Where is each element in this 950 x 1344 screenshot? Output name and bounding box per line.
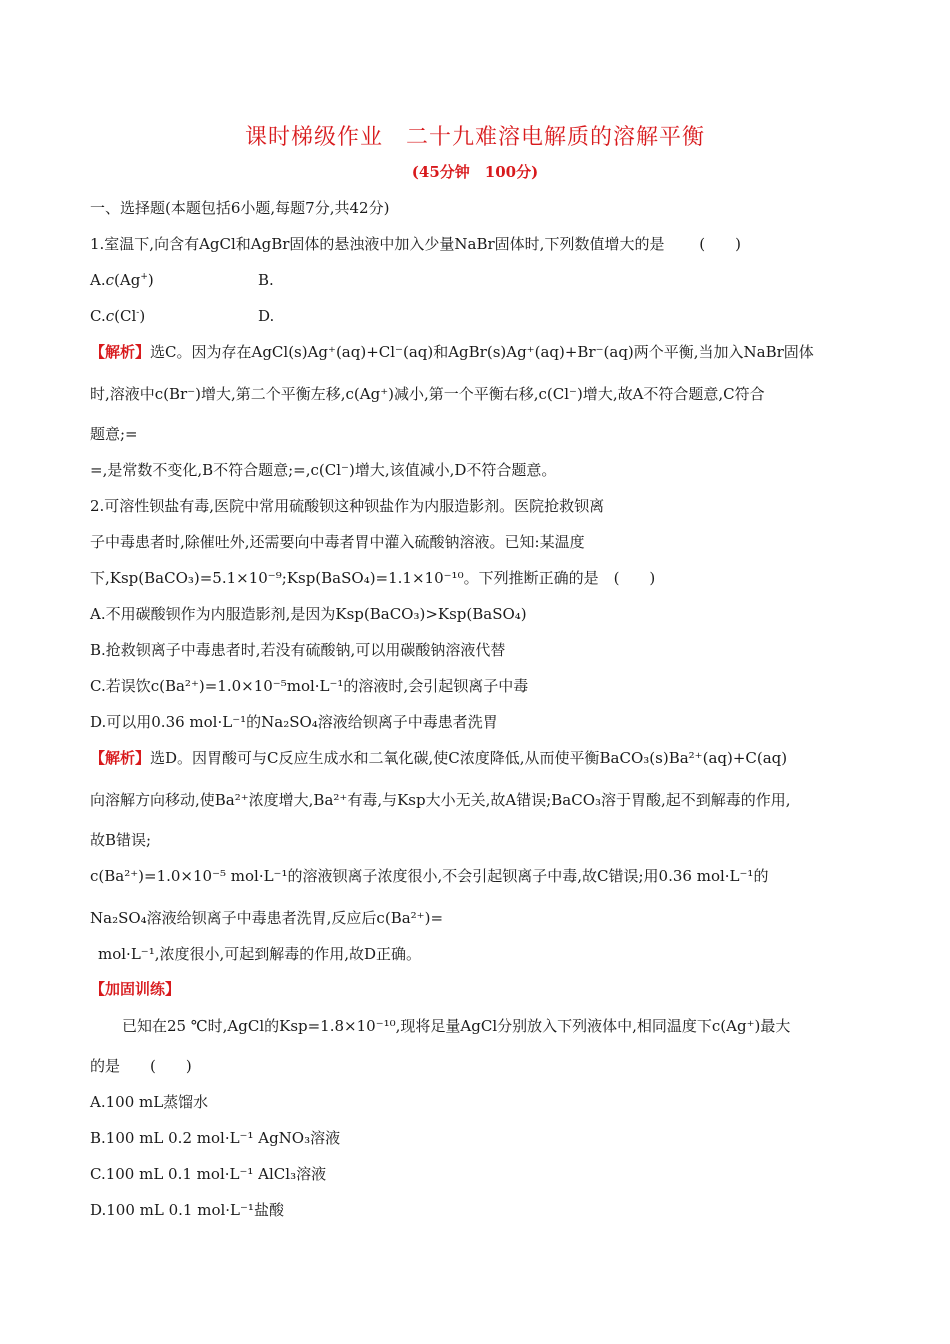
- question-2-line-3: 下,Ksp(BaCO₃)=5.1×10⁻⁹;Ksp(BaSO₄)=1.1×10⁻¹⁰。下列推断正确的是 ( ): [90, 569, 656, 587]
- analysis-2-line-3: 故B错误;: [90, 831, 152, 849]
- q1-option-b: B.: [258, 271, 274, 289]
- analysis-2-line-4: c(Ba²⁺)=1.0×10⁻⁵ mol·L⁻¹的溶液钡离子浓度很小,不会引起钡离子中毒,故C错误;用0.36 mol·L⁻¹的: [90, 867, 769, 885]
- analysis-1-line-4: =,是常数不变化,B不符合题意;=,c(Cl⁻)增大,该值减小,D不符合题意。: [90, 461, 557, 479]
- extra-question-line-2: 的是 ( ): [90, 1057, 192, 1075]
- page-subtitle: (45分钟 100分): [411, 163, 539, 181]
- analysis-2-line-2: 向溶解方向移动,使Ba²⁺浓度增大,Ba²⁺有毒,与Ksp大小无关,故A错误;BaCO₃溶于胃酸,起不到解毒的作用,: [90, 791, 791, 809]
- extra-option-a: A.100 mL蒸馏水: [90, 1093, 209, 1111]
- q2-option-c: C.若误饮c(Ba²⁺)=1.0×10⁻⁵mol·L⁻¹的溶液时,会引起钡离子中毒: [90, 677, 529, 695]
- page-title: 课时梯级作业 二十九难溶电解质的溶解平衡: [244, 125, 705, 150]
- question-2-line-1: 2.可溶性钡盐有毒,医院中常用硫酸钡这种钡盐作为内服造影剂。医院抢救钡离: [90, 497, 605, 515]
- analysis-1-line-2: 时,溶液中c(Br⁻)增大,第二个平衡左移,c(Ag⁺)减小,第一个平衡右移,c(Cl⁻)增大,故A不符合题意,C符合: [90, 385, 765, 403]
- analysis-2-line-1: 【解析】选D。因胃酸可与C反应生成水和二氧化碳,使C浓度降低,从而使平衡BaCO₃(s)Ba²⁺(aq)+C(aq): [90, 749, 788, 767]
- extra-practice-tag: 【加固训练】: [90, 980, 181, 998]
- q2-option-d: D.可以用0.36 mol·L⁻¹的Na₂SO₄溶液给钡离子中毒患者洗胃: [90, 713, 498, 731]
- extra-question-line-1: 已知在25 ℃时,AgCl的Ksp=1.8×10⁻¹⁰,现将足量AgCl分别放入下列液体中,相同温度下c(Ag⁺)最大: [122, 1017, 791, 1035]
- extra-option-c: C.100 mL 0.1 mol·L⁻¹ AlCl₃溶液: [90, 1165, 327, 1183]
- analysis-1-line-1: 【解析】选C。因为存在AgCl(s)Ag⁺(aq)+Cl⁻(aq)和AgBr(s)Ag⁺(aq)+Br⁻(aq)两个平衡,当加入NaBr固体: [90, 343, 814, 361]
- q2-option-b: B.抢救钡离子中毒患者时,若没有硫酸钠,可以用碳酸钠溶液代替: [90, 641, 506, 659]
- question-1-stem: [90, 234, 741, 254]
- q1-option-a: A.c(Ag+): [90, 271, 154, 289]
- q1-option-c: C.c(Cl-): [90, 307, 146, 325]
- section-heading: 一、选择题(本题包括6小题,每题7分,共42分): [90, 199, 390, 217]
- q1-answer-paren: ( ): [699, 235, 741, 253]
- analysis-tag: 【解析】: [90, 343, 151, 361]
- analysis-1-line-3: 题意;=: [90, 425, 138, 443]
- extra-option-b: B.100 mL 0.2 mol·L⁻¹ AgNO₃溶液: [90, 1129, 341, 1147]
- analysis-2-line-5: Na₂SO₄溶液给钡离子中毒患者洗胃,反应后c(Ba²⁺)=: [90, 909, 444, 927]
- q1-option-d: D.: [258, 307, 275, 325]
- extra-option-d: D.100 mL 0.1 mol·L⁻¹盐酸: [90, 1201, 284, 1219]
- q2-option-a: A.不用碳酸钡作为内服造影剂,是因为Ksp(BaCO₃)>Ksp(BaSO₄): [90, 605, 527, 623]
- analysis-2-line-6: mol·L⁻¹,浓度很小,可起到解毒的作用,故D正确。: [98, 945, 422, 963]
- question-2-line-2: 子中毒患者时,除催吐外,还需要向中毒者胃中灌入硫酸钠溶液。已知:某温度: [90, 533, 585, 551]
- q1-stem-text: 1.室温下,向含有AgCl和AgBr固体的悬浊液中加入少量NaBr固体时,下列数值增大的是: [90, 235, 665, 253]
- analysis-tag: 【解析】: [90, 749, 151, 767]
